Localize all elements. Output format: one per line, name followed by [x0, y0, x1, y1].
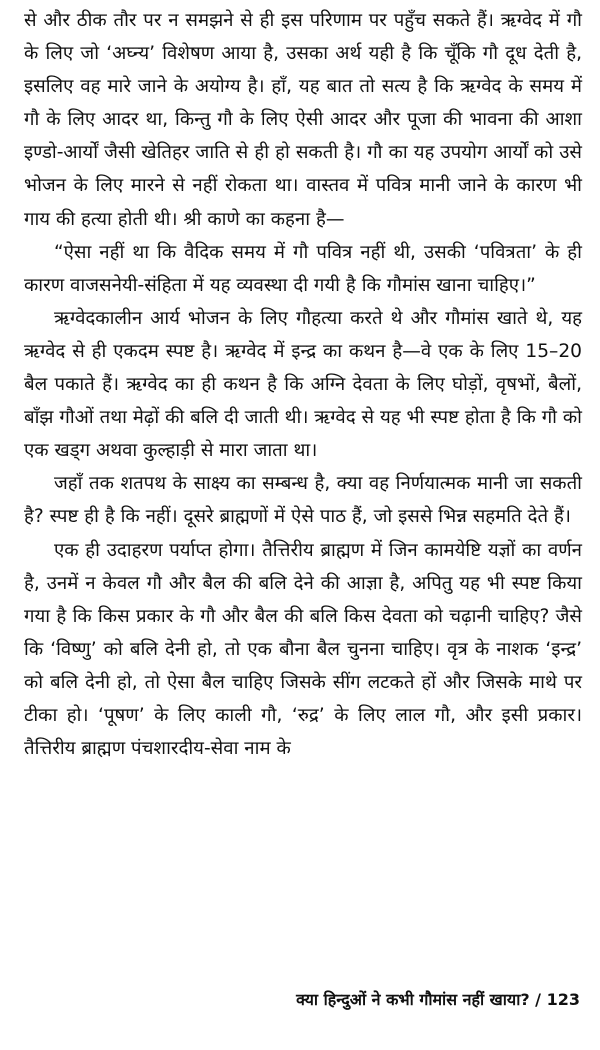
- page-footer: क्या हिन्दुओं ने कभी गौमांस नहीं खाया? / 123: [296, 990, 580, 1009]
- paragraph-continuation: से और ठीक तौर पर न समझने से ही इस परिणाम पर पहुँच सकते हैं। ऋग्वेद में गौ के लिए जो ‘अघ्न्य’ विशेषण आया है, उसका अर्थ यही है कि चूँकि गौ दूध देती है, इसलिए वह मारे जाने के अयोग्य है। हाँ, यह बात तो सत्य है कि ऋग्वेद के समय में गौ के लिए आदर था, किन्तु गौ के लिए ऐसी आदर और पूजा की भावना की आशा इण्डो-आर्यों जैसी खेतिहर जाति से ही हो सकती है। गौ का यह उपयोग आर्यों को उसे भोजन के लिए मारने से नहीं रोकता था। वास्तव में पवित्र मानी जाने के कारण भी गाय की हत्या होती थी। श्री काणे का कहना है—: [24, 10, 582, 230]
- body-text: [24, 4, 582, 765]
- paragraph-shatapatha: जहाँ तक शतपथ के साक्ष्य का सम्बन्ध है, क्या वह निर्णयात्मक मानी जा सकती है? स्पष्ट ही है कि नहीं। दूसरे ब्राह्मणों में ऐसे पाठ हैं, जो इससे भिन्न सहमति देते हैं।: [24, 473, 582, 528]
- paragraph-taittiriya: एक ही उदाहरण पर्याप्त होगा। तैत्तिरीय ब्राह्मण में जिन कामयेष्टि यज्ञों का वर्णन है, उनमें न केवल गौ और बैल की बलि देने की आज्ञा है, अपितु यह भी स्पष्ट किया गया है कि किस प्रकार के गौ और बैल की बलि किस देवता को चढ़ानी चाहिए? जैसे कि ‘विष्णु’ को बलि देनी हो, तो एक बौना बैल चुनना चाहिए। वृत्र के नाशक ‘इन्द्र’ को बलि देनी हो, तो ऐसा बैल चाहिए जिसके सींग लटकते हों और जिसके माथे पर टीका हो। ‘पूषण’ के लिए काली गौ, ‘रुद्र’ के लिए लाल गौ, और इसी प्रकार। तैत्तिरीय ब्राह्मण पंचशारदीय-सेवा नाम के: [24, 539, 582, 760]
- paragraph-rigveda: ऋग्वेदकालीन आर्य भोजन के लिए गौहत्या करते थे और गौमांस खाते थे, यह ऋग्वेद से ही एकदम स्पष्ट है। ऋग्वेद में इन्द्र का कथन है—वे एक के लिए 15–20 बैल पकाते हैं। ऋग्वेद का ही कथन है कि अग्नि देवता के लिए घोड़ों, वृषभों, बैलों, बाँझ गौओं तथा मेढ़ों की बलि दी जाती थी। ऋग्वेद से यह भी स्पष्ट होता है कि गौ को एक खड्ग अथवा कुल्हाड़ी से मारा जाता था।: [24, 307, 582, 462]
- paragraph-quote: “ऐसा नहीं था कि वैदिक समय में गौ पवित्र नहीं थी, उसकी ‘पवित्रता’ के ही कारण वाजसनेयी-संहिता में यह व्यवस्था दी गयी है कि गौमांस खाना चाहिए।”: [24, 241, 582, 296]
